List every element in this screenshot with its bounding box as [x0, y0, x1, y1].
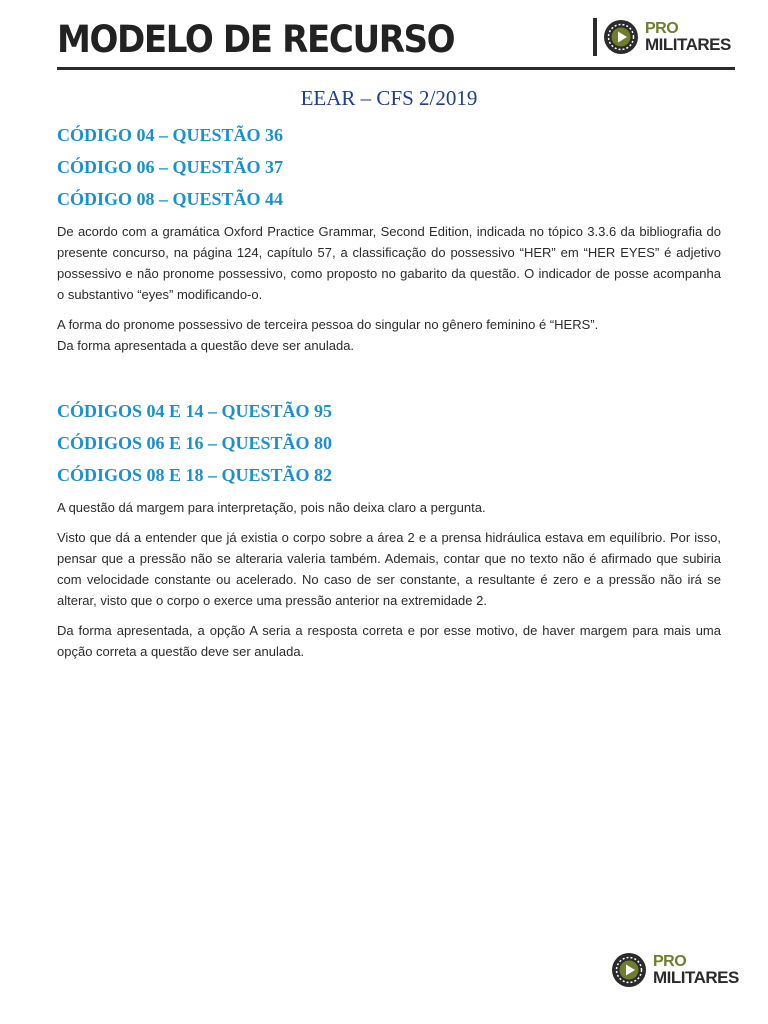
paragraph: De acordo com a gramática Oxford Practice Grammar, Second Edition, indicada no tópico 3.3.6 da bibliografia do presente concurso, na página 124, capítulo 57, a classificação do possessivo “HER” em “HER EYES” é adjetivo possessivo e não pronome possessivo, como proposto no gabarito da questão. O indicador de posse acompanha o substantivo “eyes” modificando-o. — [57, 224, 721, 302]
paragraph: Da forma apresentada, a opção A seria a resposta correta e por esse motivo, de haver margem para mais uma opção correta a questão deve ser anulada. — [57, 623, 721, 659]
section-heading: CÓDIGO 06 – QUESTÃO 37 — [57, 157, 284, 177]
section-spacer — [57, 365, 721, 391]
logo-line-1: PRO — [645, 20, 679, 37]
logo-line-2: MILITARES — [645, 35, 731, 54]
logo-divider — [593, 18, 597, 56]
section-heading: CÓDIGO 04 – QUESTÃO 36 — [57, 125, 284, 145]
exam-title: EEAR – CFS 2/2019 — [300, 86, 478, 110]
logo-line-2: MILITARES — [653, 968, 739, 987]
pro-militares-footer-logo — [611, 952, 739, 988]
section-heading: CÓDIGO 08 – QUESTÃO 44 — [57, 189, 284, 209]
appeal-section-1 — [57, 119, 721, 356]
logo-wordmark — [653, 954, 739, 986]
document-body — [57, 86, 721, 671]
pro-militares-logo — [593, 18, 731, 56]
paragraph: Visto que dá a entender que já existia o corpo sobre a área 2 e a prensa hidráulica estava em equilíbrio. Por isso, pensar que a pressão não se alteraria valeria também. Ademais, contar que no texto não é afirmado que subiria com velocidade constante ou acelerado. No caso de ser constante, a resultante é zero e a pressão não irá se alterar, visto que o corpo o exerce uma pressão anterior na extremidade 2. — [57, 530, 721, 608]
logo-line-1: PRO — [653, 953, 687, 970]
play-badge-icon — [611, 952, 647, 988]
play-badge-icon — [603, 19, 639, 55]
section-heading: CÓDIGOS 04 E 14 – QUESTÃO 95 — [57, 401, 333, 421]
section-heading: CÓDIGOS 06 E 16 – QUESTÃO 80 — [57, 433, 333, 453]
section-heading: CÓDIGOS 08 E 18 – QUESTÃO 82 — [57, 465, 333, 485]
logo-wordmark — [645, 21, 731, 53]
page-header — [0, 0, 768, 75]
appeal-section-2 — [57, 395, 721, 662]
header-rule — [57, 67, 735, 70]
paragraph: A questão dá margem para interpretação, pois não deixa claro a pergunta. — [57, 500, 486, 515]
paragraph: A forma do pronome possessivo de terceira pessoa do singular no gênero feminino é “HERS”. — [57, 317, 599, 332]
document-title: MODELO DE RECURSO — [57, 18, 455, 61]
paragraph: Da forma apresentada a questão deve ser anulada. — [57, 338, 355, 353]
